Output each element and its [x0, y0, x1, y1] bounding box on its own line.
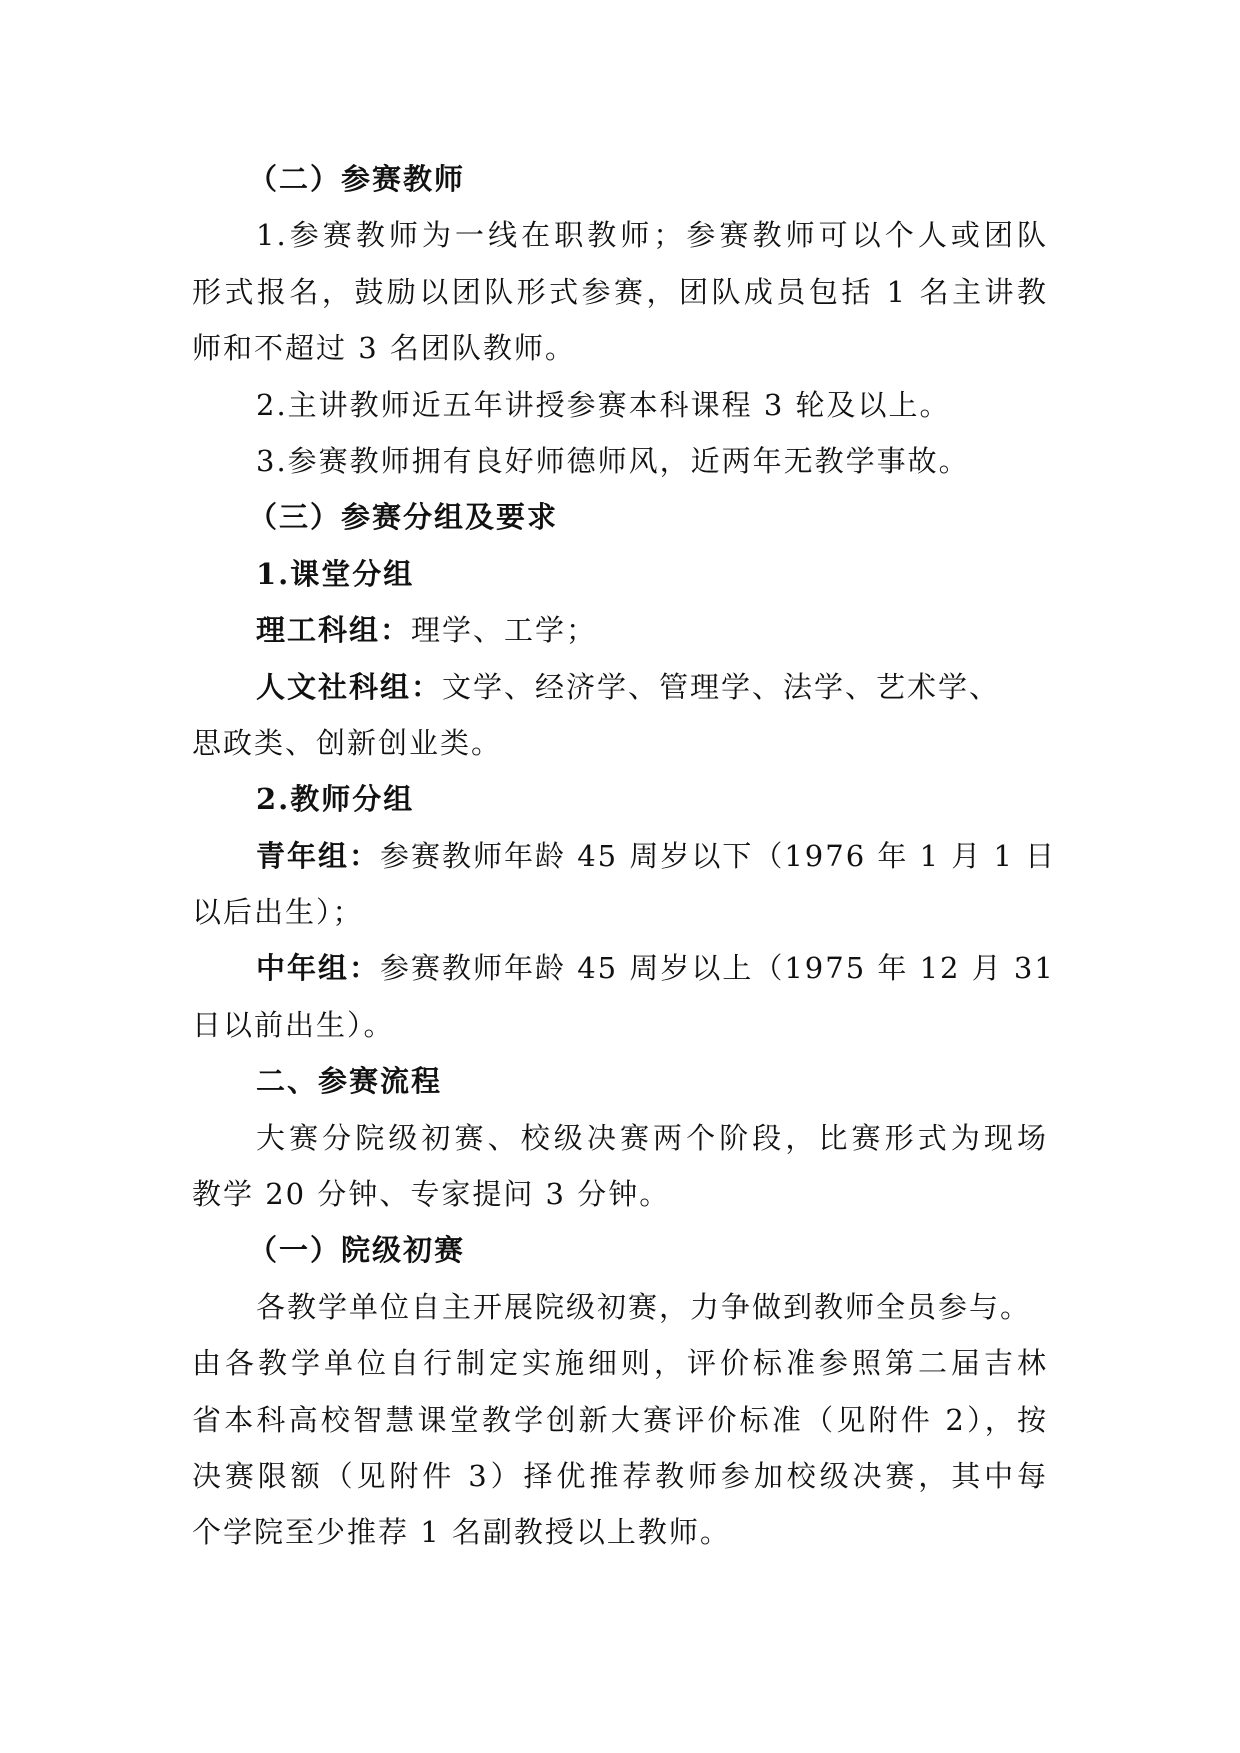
paragraph-line [192, 828, 1057, 884]
section-heading-process: 二、参赛流程 [256, 1064, 443, 1099]
group-text-humanities: 文学、经济学、管理学、法学、艺术学、 [442, 669, 1001, 704]
paragraph-line [192, 659, 1048, 715]
paragraph-line: 个学院至少推荐 1 名副教授以上教师。 [192, 1515, 731, 1550]
group-label-middle-aged: 中年组： [256, 951, 381, 986]
section-heading-grouping: （三）参赛分组及要求 [248, 500, 559, 535]
paragraph-line: 以后出生）； [192, 895, 364, 930]
paragraph-line: 3.参赛教师拥有良好师德师风，近两年无教学事故。 [256, 443, 970, 478]
paragraph-line [192, 602, 1048, 658]
group-label-youth: 青年组： [256, 838, 381, 873]
group-text-middle-aged: 参赛教师年龄 45 周岁以上（1975 年 12 月 31 [380, 951, 1055, 986]
subheading-class-grouping: 1.课堂分组 [256, 556, 415, 591]
paragraph-line: 日以前出生）。 [192, 1007, 395, 1042]
section-heading-preliminary: （一）院级初赛 [248, 1233, 466, 1268]
group-label-humanities: 人文社科组： [256, 669, 443, 704]
group-text-youth: 参赛教师年龄 45 周岁以下（1976 年 1 月 1 日 [380, 838, 1057, 873]
section-heading-participating-teachers: （二）参赛教师 [248, 162, 466, 196]
paragraph-line: 由各教学单位自行制定实施细则，评价标准参照第二届吉林 [192, 1346, 1048, 1381]
document-page [192, 151, 1057, 1561]
paragraph-line: 1.参赛教师为一线在职教师；参赛教师可以个人或团队 [256, 218, 1048, 253]
paragraph-line: 省本科高校智慧课堂教学创新大赛评价标准（见附件 2），按 [192, 1402, 1048, 1437]
paragraph-line [192, 940, 1055, 996]
group-text-science: 理学、工学； [411, 613, 598, 648]
paragraph-line: 大赛分院级初赛、校级决赛两个阶段，比赛形式为现场 [256, 1120, 1048, 1155]
paragraph-line: 形式报名，鼓励以团队形式参赛，团队成员包括 1 名主讲教 [192, 274, 1048, 309]
subheading-teacher-grouping: 2.教师分组 [256, 782, 415, 817]
group-label-science: 理工科组： [256, 613, 412, 648]
paragraph-line: 各教学单位自主开展院级初赛，力争做到教师全员参与。 [256, 1289, 1032, 1324]
paragraph-line: 2.主讲教师近五年讲授参赛本科课程 3 轮及以上。 [256, 387, 951, 422]
paragraph-line: 师和不超过 3 名团队教师。 [192, 331, 576, 366]
paragraph-line: 教学 20 分钟、专家提问 3 分钟。 [192, 1177, 671, 1212]
paragraph-line: 决赛限额（见附件 3）择优推荐教师参加校级决赛，其中每 [192, 1458, 1048, 1493]
paragraph-line: 思政类、创新创业类。 [192, 725, 503, 760]
